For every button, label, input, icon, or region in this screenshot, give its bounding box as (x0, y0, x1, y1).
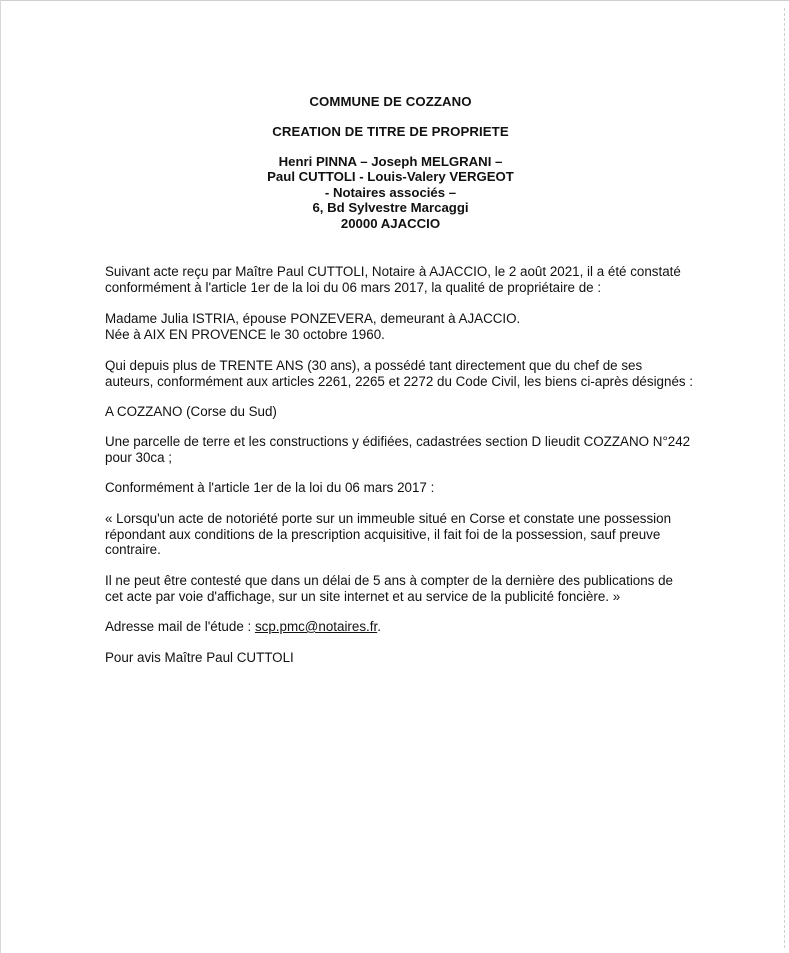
contest-line-2: cet acte par voie d'affichage, sur un site internet et au service de la publicité foncière. » (105, 588, 621, 604)
notary-street-address: 6, Bd Sylvestre Marcaggi (312, 200, 469, 216)
email-suffix: . (377, 619, 381, 634)
parcel-paragraph (105, 434, 695, 465)
contest-paragraph (105, 573, 695, 604)
notary-associates: - Notaires associés – (324, 184, 457, 200)
email-line (105, 619, 695, 635)
parcel-line-2: pour 30ca ; (105, 449, 172, 465)
signature-line: Pour avis Maître Paul CUTTOLI (105, 650, 294, 665)
location-paragraph (105, 404, 695, 420)
notary-names-line-1: Henri PINNA – Joseph MELGRANI – (278, 154, 503, 169)
possession-line-2: auteurs, conformément aux articles 2261, 2265 et 2272 du Code Civil, les biens ci-après désignés : (105, 373, 694, 389)
intro-paragraph (105, 264, 695, 295)
intro-line-2: conformément à l'article 1er de la loi du 06 mars 2017, la qualité de propriétaire de : (105, 279, 602, 295)
owner-paragraph (105, 311, 695, 342)
owner-line-2: Née à AIX EN PROVENCE le 30 octobre 1960. (105, 326, 385, 342)
email-label: Adresse mail de l'étude : (105, 619, 255, 634)
notary-header (0, 154, 781, 231)
location-line: A COZZANO (Corse du Sud) (105, 404, 277, 419)
possession-line-1: Qui depuis plus de TRENTE ANS (30 ans), a possédé tant directement que du chef de ses (105, 358, 643, 373)
quote-line-2: répondant aux conditions de la prescription acquisitive, il fait foi de la possession, sauf preuve (105, 526, 661, 542)
contest-line-1: Il ne peut être contesté que dans un délai de 5 ans à compter de la dernière des publications de (105, 573, 673, 588)
notary-city-address: 20000 AJACCIO (340, 215, 441, 231)
email-link[interactable]: scp.pmc@notaires.fr (254, 619, 378, 634)
quote-line-1: « Lorsqu'un acte de notoriété porte sur un immeuble situé en Corse et constate une possession (105, 511, 672, 526)
notary-names-line-2: Paul CUTTOLI - Louis-Valery VERGEOT (267, 169, 514, 185)
email-paragraph (105, 619, 695, 635)
signature-paragraph (105, 650, 695, 666)
intro-line-1: Suivant acte reçu par Maître Paul CUTTOLI, Notaire à AJACCIO, le 2 août 2021, il a été constaté (105, 264, 681, 279)
quote-paragraph (105, 511, 695, 558)
quote-line-3: contraire. (105, 542, 161, 558)
conformity-paragraph (105, 480, 695, 496)
parcel-line-1: Une parcelle de terre et les constructions y édifiées, cadastrées section D lieudit COZZANO N°242 (105, 434, 691, 449)
conformity-line: Conformément à l'article 1er de la loi du 06 mars 2017 : (105, 480, 435, 495)
owner-line-1: Madame Julia ISTRIA, épouse PONZEVERA, demeurant à AJACCIO. (105, 311, 521, 326)
commune-heading: COMMUNE DE COZZANO (309, 94, 472, 109)
possession-paragraph (105, 358, 695, 389)
document-title: CREATION DE TITRE DE PROPRIETE (272, 124, 509, 139)
